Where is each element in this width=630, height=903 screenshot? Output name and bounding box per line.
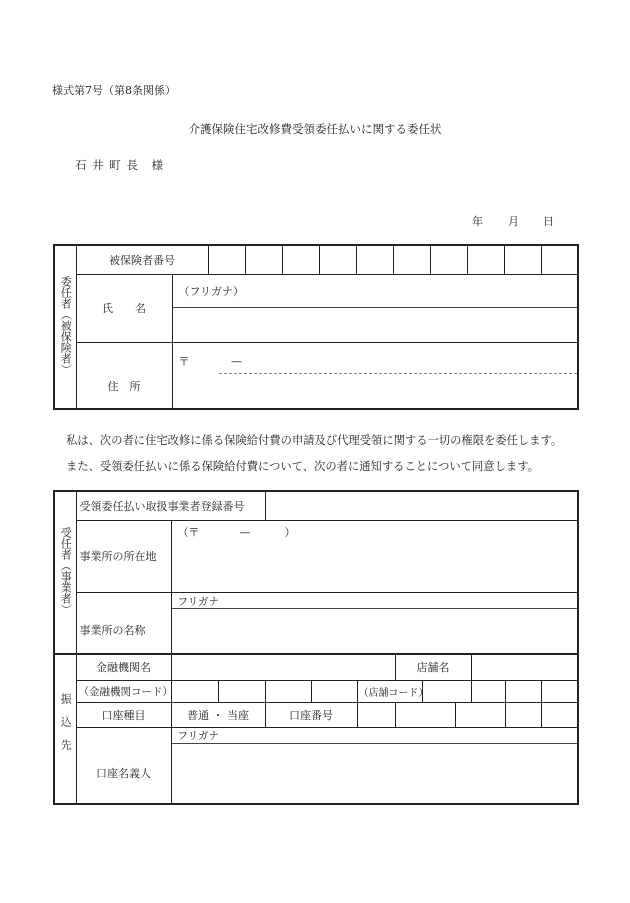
insured-number-digit-6[interactable] (393, 245, 430, 274)
account-number-digit-4[interactable] (505, 703, 541, 728)
insured-number-digit-10[interactable] (541, 245, 578, 274)
branch-name-label: 店舗名 (395, 654, 471, 681)
account-number-digit-5[interactable] (541, 703, 578, 728)
office-postal-open: （〒 (177, 525, 200, 539)
account-holder-field[interactable] (171, 728, 578, 805)
insured-number-digit-2[interactable] (245, 245, 282, 274)
insured-number-digit-4[interactable] (319, 245, 356, 274)
delegator-section-label: 委任者（被保険者） (59, 276, 73, 375)
insured-number-digit-1[interactable] (208, 245, 245, 274)
branch-code-label: （店舗コード） (357, 681, 422, 703)
delegate-section-cell (54, 491, 76, 654)
account-number-label: 口座番号 (265, 703, 357, 728)
office-postal-dash: — (239, 525, 251, 539)
bank-name-field[interactable] (171, 654, 395, 681)
branch-code-digit-3[interactable] (505, 681, 541, 703)
insured-number-label: 被保険者番号 (76, 245, 208, 274)
address-field[interactable] (172, 342, 578, 409)
insured-number-digit-8[interactable] (467, 245, 504, 274)
bank-name-label: 金融機関名 (76, 654, 171, 681)
branch-code-digit-2[interactable] (471, 681, 505, 703)
name-label: 氏 名 (76, 274, 172, 342)
address-dashed-line (219, 367, 578, 374)
addressee: 石 井 町 長 様 (75, 158, 164, 172)
address-postal-line (173, 343, 578, 367)
delegator-table (53, 244, 579, 410)
office-name-furigana-label: フリガナ (172, 593, 578, 609)
delegator-section-cell (54, 245, 76, 409)
branch-code-digit-1[interactable] (422, 681, 471, 703)
delegate-section-label: 受任者（事業者） (59, 526, 73, 615)
account-holder-furigana-label: フリガナ (172, 728, 578, 744)
account-holder-label: 口座名義人 (76, 728, 171, 805)
transfer-section-cell (54, 654, 76, 805)
office-address-field[interactable] (171, 520, 578, 592)
bank-code-label: （金融機関コード） (76, 681, 171, 703)
name-field[interactable] (172, 274, 578, 342)
office-address-label: 事業所の所在地 (76, 520, 171, 592)
office-name-label: 事業所の名称 (76, 592, 171, 654)
name-furigana-label: （フリガナ） (173, 275, 578, 308)
account-type-label: 口座種目 (76, 703, 171, 728)
delegate-table (53, 490, 579, 805)
address-label: 住 所 (76, 342, 172, 409)
registration-number-label: 受領委任払い取扱事業者登録番号 (76, 491, 265, 520)
account-type-value[interactable]: 普通 ・ 当座 (171, 703, 265, 728)
form-number: 様式第7号（第8条関係） (52, 84, 176, 97)
statement-line-1: 私は、次の者に住宅改修に係る保険給付費の申請及び代理受領に関する一切の権限を委任します。 (66, 434, 563, 447)
registration-number-field[interactable] (265, 491, 578, 520)
bank-code-digit-3[interactable] (265, 681, 311, 703)
document-title: 介護保険住宅改修費受領委任払いに関する委任状 (188, 122, 442, 136)
insured-number-digit-7[interactable] (430, 245, 467, 274)
account-number-digit-1[interactable] (357, 703, 395, 728)
insured-number-digit-9[interactable] (504, 245, 541, 274)
insured-number-digit-5[interactable] (356, 245, 393, 274)
date-year-label: 年 (472, 215, 483, 228)
date-month-label: 月 (508, 215, 519, 228)
address-postal-mark: 〒 (178, 354, 190, 368)
branch-name-field[interactable] (471, 654, 578, 681)
bank-code-digit-1[interactable] (171, 681, 218, 703)
transfer-section-label: 振込先 (59, 692, 73, 762)
account-number-digit-3[interactable] (455, 703, 505, 728)
insured-number-digit-3[interactable] (282, 245, 319, 274)
office-name-field[interactable] (171, 592, 578, 654)
statement-line-2: また、受領委任払いに係る保険給付費について、次の者に通知することについて同意します。 (66, 460, 539, 473)
address-postal-dash: — (231, 354, 242, 368)
bank-code-digit-4[interactable] (311, 681, 357, 703)
office-postal-close: ） (284, 525, 296, 539)
bank-code-digit-2[interactable] (218, 681, 265, 703)
name-value-area[interactable] (173, 308, 578, 342)
office-name-value-area[interactable] (172, 609, 578, 653)
date-day-label: 日 (543, 215, 554, 228)
account-number-digit-2[interactable] (395, 703, 455, 728)
account-holder-value-area[interactable] (172, 744, 578, 803)
